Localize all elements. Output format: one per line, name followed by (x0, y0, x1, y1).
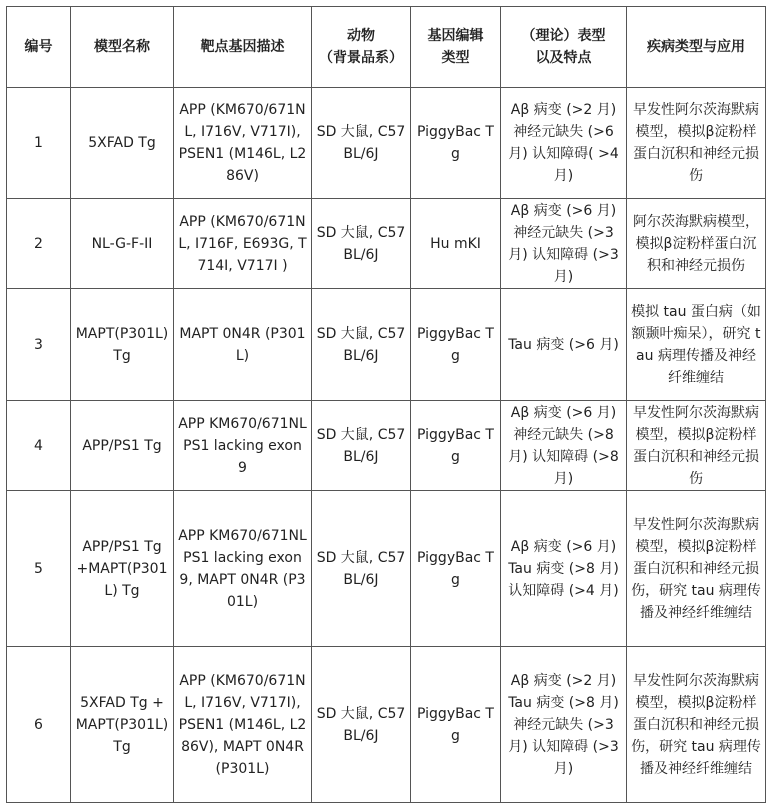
cell-edit-type: PiggyBac Tg (411, 88, 501, 199)
cell-animal: SD 大鼠, C57BL/6J (312, 401, 411, 491)
cell-animal: SD 大鼠, C57BL/6J (312, 199, 411, 289)
cell-animal: SD 大鼠, C57BL/6J (312, 88, 411, 199)
table-row (7, 289, 766, 401)
cell-edit-type: Hu mKI (411, 199, 501, 289)
cell-id: 5 (7, 491, 71, 647)
cell-model-name: 5XFAD Tg +MAPT(P301L) Tg (71, 647, 174, 803)
cell-edit-type: PiggyBac Tg (411, 491, 501, 647)
cell-disease: 阿尔茨海默病模型，模拟β淀粉样蛋白沉积和神经元损伤 (627, 199, 766, 289)
header-disease: 疾病类型与应用 (627, 7, 766, 88)
table-row (7, 401, 766, 491)
header-edit-type: 基因编辑 类型 (411, 7, 501, 88)
cell-id: 6 (7, 647, 71, 803)
cell-model-name: APP/PS1 Tg (71, 401, 174, 491)
header-animal: 动物 （背景品系） (312, 7, 411, 88)
table-row (7, 88, 766, 199)
cell-edit-type: PiggyBac Tg (411, 647, 501, 803)
cell-target-gene: APP (KM670/671NL, I716V, V717I), PSEN1 (M146L, L286V), MAPT 0N4R (P301L) (174, 647, 312, 803)
cell-edit-type: PiggyBac Tg (411, 289, 501, 401)
cell-target-gene: APP (KM670/671NL, I716F, E693G, T714I, V717I ) (174, 199, 312, 289)
cell-id: 4 (7, 401, 71, 491)
cell-phenotype: Aβ 病变 (>6 月) 神经元缺失 (>8 月) 认知障碍 (>8 月) (501, 401, 627, 491)
cell-phenotype: Aβ 病变 (>6 月) Tau 病变 (>8 月) 认知障碍 (>4 月) (501, 491, 627, 647)
cell-animal: SD 大鼠, C57BL/6J (312, 289, 411, 401)
header-id: 编号 (7, 7, 71, 88)
table-row (7, 491, 766, 647)
cell-model-name: 5XFAD Tg (71, 88, 174, 199)
cell-disease: 早发性阿尔茨海默病模型，模拟β淀粉样蛋白沉积和神经元损伤，研究 tau 病理传播及神经纤维缠结 (627, 647, 766, 803)
cell-model-name: MAPT(P301L) Tg (71, 289, 174, 401)
header-target-gene: 靶点基因描述 (174, 7, 312, 88)
cell-edit-type: PiggyBac Tg (411, 401, 501, 491)
cell-id: 1 (7, 88, 71, 199)
cell-target-gene: MAPT 0N4R (P301L) (174, 289, 312, 401)
cell-target-gene: APP KM670/671NL PS1 lacking exon 9, MAPT 0N4R (P301L) (174, 491, 312, 647)
cell-disease: 模拟 tau 蛋白病（如额颞叶痴呆），研究 tau 病理传播及神经纤维缠结 (627, 289, 766, 401)
cell-id: 2 (7, 199, 71, 289)
cell-target-gene: APP (KM670/671NL, I716V, V717I), PSEN1 (M146L, L286V) (174, 88, 312, 199)
cell-model-name: APP/PS1 Tg +MAPT(P301L) Tg (71, 491, 174, 647)
table-row (7, 199, 766, 289)
cell-phenotype: Aβ 病变 (>2 月) Tau 病变 (>8 月) 神经元缺失 (>3 月) 认知障碍 (>3 月) (501, 647, 627, 803)
cell-phenotype: Aβ 病变 (>6 月) 神经元缺失 (>3 月) 认知障碍 (>3 月) (501, 199, 627, 289)
cell-phenotype: Tau 病变 (>6 月) (501, 289, 627, 401)
cell-id: 3 (7, 289, 71, 401)
header-model-name: 模型名称 (71, 7, 174, 88)
table-row (7, 647, 766, 803)
cell-animal: SD 大鼠, C57BL/6J (312, 647, 411, 803)
header-row (7, 7, 766, 88)
cell-animal: SD 大鼠, C57BL/6J (312, 491, 411, 647)
cell-model-name: NL-G-F-II (71, 199, 174, 289)
cell-disease: 早发性阿尔茨海默病模型，模拟β淀粉样蛋白沉积和神经元损伤 (627, 401, 766, 491)
cell-disease: 早发性阿尔茨海默病模型，模拟β淀粉样蛋白沉积和神经元损伤，研究 tau 病理传播及神经纤维缠结 (627, 491, 766, 647)
cell-target-gene: APP KM670/671NL PS1 lacking exon 9 (174, 401, 312, 491)
cell-phenotype: Aβ 病变 (>2 月) 神经元缺失 (>6 月) 认知障碍( >4 月) (501, 88, 627, 199)
header-phenotype: （理论）表型 以及特点 (501, 7, 627, 88)
model-table (6, 6, 766, 803)
cell-disease: 早发性阿尔茨海默病模型，模拟β淀粉样蛋白沉积和神经元损伤 (627, 88, 766, 199)
